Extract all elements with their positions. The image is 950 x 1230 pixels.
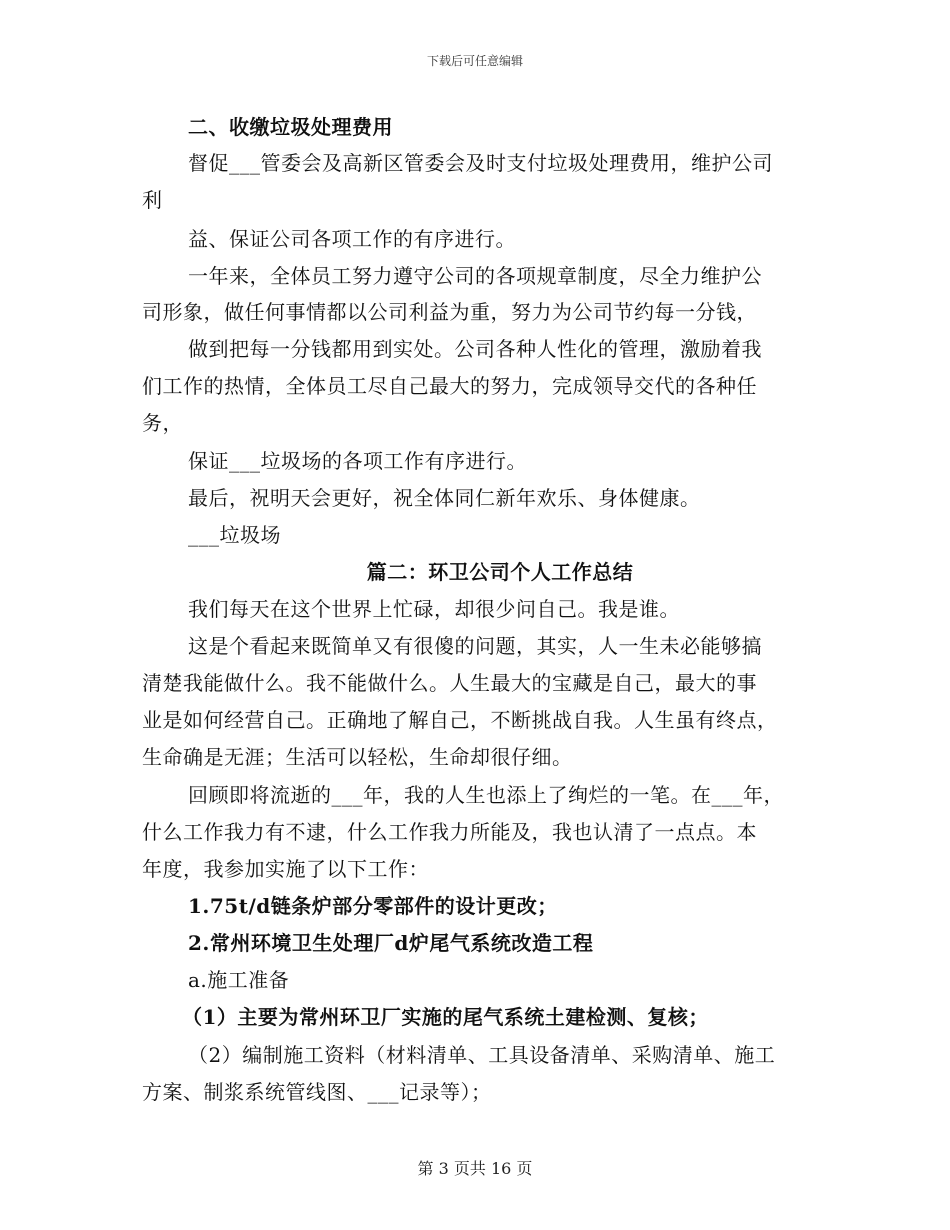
paragraph-line: 年度，我参加实施了以下工作： (142, 857, 429, 881)
list-item: 1.75t/d链条炉部分零部件的设计更改； (188, 894, 558, 918)
paragraph-line: 清楚我能做什么。我不能做什么。人生最大的宝藏是自己，最大的事 (142, 671, 757, 695)
paragraph-line: 最后，祝明天会更好，祝全体同仁新年欢乐、身体健康。 (188, 486, 701, 510)
paragraph-line: 保证___垃圾场的各项工作有序进行。 (188, 449, 527, 473)
list-item: （1）主要为常州环卫厂实施的尾气系统土建检测、复核； (182, 1005, 709, 1029)
paragraph-line: 做到把每一分钱都用到实处。公司各种人性化的管理，激励着我 (188, 337, 762, 361)
paragraph-line: 们工作的热情，全体员工尽自己最大的努力，完成领导交代的各种任 (142, 374, 757, 398)
paragraph-line: 方案、制浆系统管线图、___记录等）； (142, 1080, 492, 1104)
paragraph-line: 回顾即将流逝的___年，我的人生也添上了绚烂的一笔。在___年， (188, 783, 784, 807)
section-heading: 二、收缴垃圾处理费用 (188, 115, 393, 139)
paragraph-line: 益、保证公司各项工作的有序进行。 (188, 227, 516, 251)
page-number: 第 3 页共 16 页 (417, 1159, 533, 1178)
paragraph-line: 务， (142, 411, 183, 435)
paragraph-line: 什么工作我力有不逮，什么工作我力所能及，我也认清了一点点。本 (142, 820, 757, 844)
list-item: （2）编制施工资料（材料清单、工具设备清单、采购清单、施工 (188, 1043, 776, 1067)
paragraph-line: 利 (142, 188, 163, 212)
list-item: a.施工准备 (188, 968, 290, 992)
paragraph-line: 业是如何经营自己。正确地了解自己，不断挑战自我。人生虽有终点， (142, 708, 778, 732)
paragraph-line: 这是个看起来既简单又有很傻的问题，其实，人一生未必能够搞 (188, 634, 762, 658)
paragraph-line: 司形象，做任何事情都以公司利益为重，努力为公司节约每一分钱， (142, 300, 757, 324)
signature-line: ___垃圾场 (188, 523, 281, 547)
paragraph-line: 我们每天在这个世界上忙碌，却很少问自己。我是谁。 (188, 597, 680, 621)
paragraph-line: 督促___管委会及高新区管委会及时支付垃圾处理费用，维护公司 (188, 151, 773, 175)
article-title: 篇二：环卫公司个人工作总结 (366, 560, 634, 584)
paragraph-line: 生命确是无涯；生活可以轻松，生命却很仔细。 (142, 745, 573, 769)
paragraph-line: 一年来，全体员工努力遵守公司的各项规章制度，尽全力维护公 (188, 264, 762, 288)
page-header: 下载后可任意编辑 (426, 54, 523, 68)
list-item: 2.常州环境卫生处理厂d炉尾气系统改造工程 (188, 931, 594, 955)
